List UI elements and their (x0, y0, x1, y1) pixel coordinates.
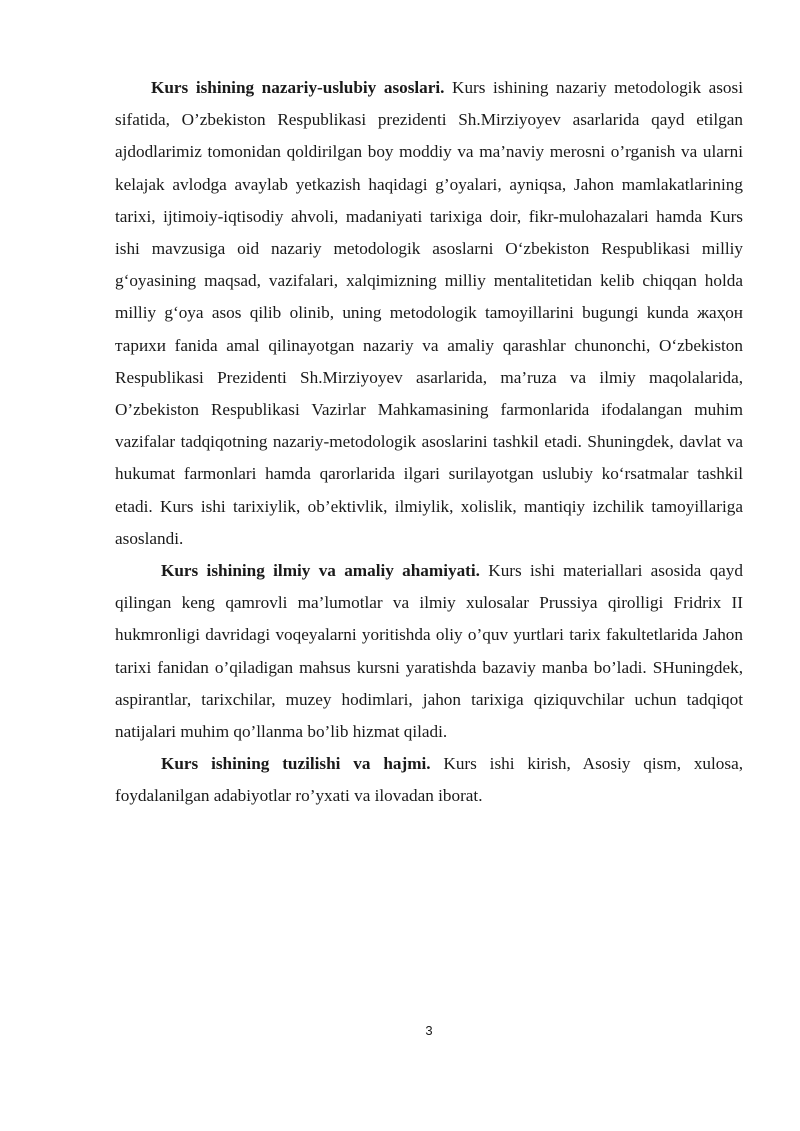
page-number: 3 (425, 1023, 433, 1038)
paragraph-heading: Kurs ishining ilmiy va amaliy ahamiyati. (161, 561, 480, 581)
paragraph-body: Kurs ishi kirish, Asosiy qism, xulosa, foydalanilgan adabiyotlar ro’yxati va ilovadan iborat. (115, 754, 743, 806)
paragraph-body: Kurs ishining nazariy metodologik asosi sifatida, O’zbekiston Respublikasi prezidenti Sh.Mirziyoyev asarlarida qayd etilgan ajdodlarimiz tomonidan qoldirilgan boy moddiy va ma’naviy merosni o’rganish va ularni kelajak avlodga avaylab yetkazish haqidagi g’oyalari, ayniqsa, Jahon mamlakatlarining tarixi, ijtimoiy-iqtisodiy ahvoli, madaniyati tarixiga doir, fikr-mulohazalari hamda Kurs ishi mavzusiga oid nazariy metodologik asoslarni O‘zbekiston Respublikasi milliy g‘oyasining maqsad, vazifalari, xalqimizning milliy mentalitetidan kelib chiqqan holda milliy g‘oya asos qilib olinib, uning metodologik tamoyillarini bugungi kunda жаҳон тарихи fanida amal qilinayotgan nazariy va amaliy qarashlar chunonchi, O‘zbekiston Respublikasi Prezidenti Sh.Mirziyoyev asarlarida, ma’ruza va ilmiy maqolalarida, O’zbekiston Respublikasi Vazirlar Mahkamasining farmonlarida ifodalangan muhim vazifalar tadqiqotning nazariy-metodologik asoslarini tashkil etadi. Shuningdek, davlat va hukumat farmonlari hamda qarorlarida ilgari surilayotgan uslubiy ko‘rsatmalar tashkil etadi. Kurs ishi tarixiylik, ob’ektivlik, ilmiylik, xolislik, mantiqiy izchilik tamoyillariga asoslandi. (115, 78, 743, 548)
paragraph-structure (115, 748, 743, 812)
paragraph-body: Kurs ishi materiallari asosida qayd qilingan keng qamrovli ma’lumotlar va ilmiy xulosalar Prussiya qirolligi Fridrix II hukmronligi davridagi voqeyalarni yoritishda oliy o’quv yurtlari tarix fakultetlarida Jahon tarixi fanidan o’qiladigan mahsus kursni yaratishda bazaviy manba bo’ladi. SHuningdek, aspirantlar, tarixchilar, muzey hodimlari, jahon tarixiga qiziquvchilar uchun tadqiqot natijalari muhim qo’llanma bo’lib hizmat qiladi. (115, 561, 743, 742)
paragraph-practical-significance (115, 555, 743, 748)
paragraph-theoretical-basis (115, 72, 743, 555)
paragraph-heading: Kurs ishining tuzilishi va hajmi. (161, 754, 431, 774)
document-page (115, 72, 743, 813)
paragraph-heading: Kurs ishining nazariy-uslubiy asoslari. (151, 78, 445, 97)
